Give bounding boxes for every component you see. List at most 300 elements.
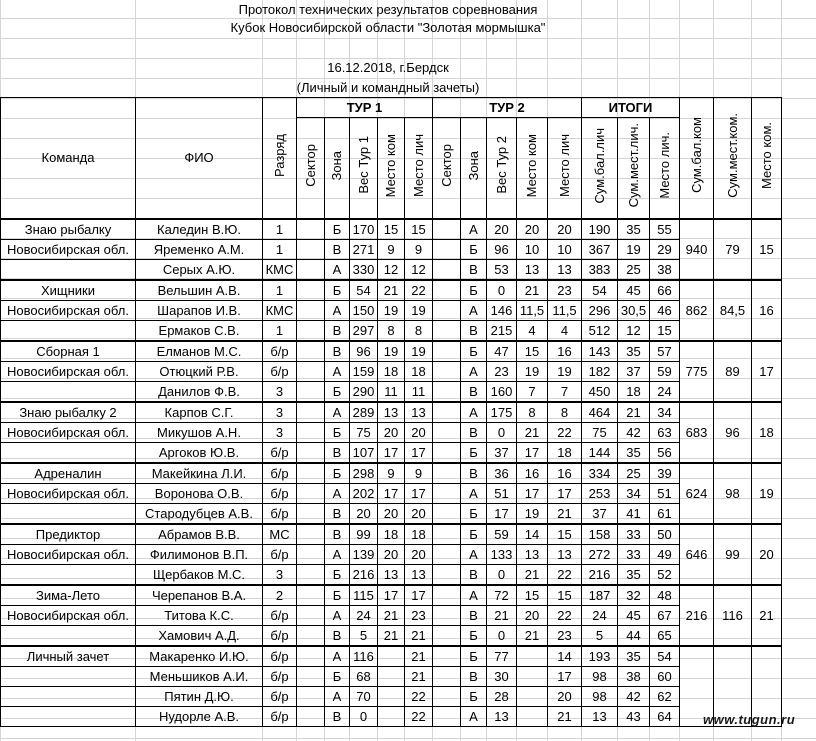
table-row	[1, 625, 782, 646]
pers-place-cell: 66	[650, 280, 680, 301]
table-row	[1, 585, 782, 606]
t2-weight-cell: 0	[487, 625, 517, 646]
rank-cell: 3	[263, 381, 297, 402]
t1-weight-cell: 0	[350, 706, 378, 726]
t2-sector-cell	[433, 524, 461, 545]
t1-weight-cell: 159	[350, 361, 378, 381]
fio-cell: Яременко А.М.	[136, 239, 263, 259]
t2-team-place-cell: 21	[517, 422, 548, 442]
t2-pers-place-cell: 7	[548, 381, 582, 402]
fio-cell: Щербаков М.С.	[136, 564, 263, 585]
t1-zone-cell: А	[325, 686, 350, 706]
rank-cell: МС	[263, 524, 297, 545]
t1-pers-place-cell: 22	[405, 706, 433, 726]
t1-zone-cell: А	[325, 402, 350, 423]
rank-cell: 3	[263, 402, 297, 423]
sum-pers-pts-cell: 98	[582, 666, 618, 686]
sum-pers-pts-cell: 187	[582, 585, 618, 606]
rank-cell: 1	[263, 320, 297, 341]
t1-team-place-cell	[378, 646, 405, 667]
t1-sector-cell	[297, 442, 325, 463]
team-sum-places-cell: 89	[714, 341, 752, 402]
t1-zone-cell: А	[325, 544, 350, 564]
t1-pers-place-cell: 19	[405, 300, 433, 320]
col-sum-pers-places: Сум.мест.лич.	[618, 118, 650, 219]
t1-zone-cell: В	[325, 341, 350, 362]
t2-zone-cell: Б	[461, 239, 487, 259]
t2-sector-cell	[433, 625, 461, 646]
t2-weight-cell: 30	[487, 666, 517, 686]
t1-zone-cell: В	[325, 239, 350, 259]
t1-team-place-cell	[378, 666, 405, 686]
team-place-cell: 21	[752, 585, 782, 646]
col-t2-pers-place: Место лич	[548, 118, 582, 219]
t1-team-place-cell: 20	[378, 503, 405, 524]
team-name-cell: Сборная 1	[1, 341, 136, 362]
sum-pers-places-cell: 35	[618, 564, 650, 585]
t1-team-place-cell: 9	[378, 239, 405, 259]
table-row	[1, 381, 782, 402]
fio-cell: Данилов Ф.В.	[136, 381, 263, 402]
t2-pers-place-cell: 22	[548, 564, 582, 585]
rank-cell: 1	[263, 280, 297, 301]
t2-sector-cell	[433, 402, 461, 423]
table-row	[1, 442, 782, 463]
pers-place-cell: 38	[650, 259, 680, 280]
team-region-cell: Новосибирская обл.	[1, 239, 136, 259]
t1-pers-place-cell: 9	[405, 463, 433, 484]
pers-place-cell: 15	[650, 320, 680, 341]
team-empty-cell	[1, 503, 136, 524]
t1-weight-cell: 115	[350, 585, 378, 606]
t2-sector-cell	[433, 341, 461, 362]
t1-zone-cell: Б	[325, 280, 350, 301]
t1-weight-cell: 24	[350, 605, 378, 625]
t1-pers-place-cell: 20	[405, 422, 433, 442]
t2-pers-place-cell: 16	[548, 463, 582, 484]
table-row	[1, 564, 782, 585]
team-sum-pts-cell: 683	[680, 402, 714, 463]
t1-pers-place-cell: 20	[405, 544, 433, 564]
sum-pers-pts-cell: 24	[582, 605, 618, 625]
sum-pers-pts-cell: 272	[582, 544, 618, 564]
t1-zone-cell: А	[325, 483, 350, 503]
t2-weight-cell: 175	[487, 402, 517, 423]
t1-team-place-cell: 17	[378, 442, 405, 463]
fio-cell: Отюцкий Р.В.	[136, 361, 263, 381]
t1-zone-cell: Б	[325, 381, 350, 402]
pers-place-cell: 60	[650, 666, 680, 686]
t1-pers-place-cell: 18	[405, 361, 433, 381]
t2-sector-cell	[433, 361, 461, 381]
fio-cell: Микушов А.Н.	[136, 422, 263, 442]
t1-weight-cell: 290	[350, 381, 378, 402]
team-place-cell: 17	[752, 341, 782, 402]
t2-sector-cell	[433, 463, 461, 484]
t1-weight-cell: 99	[350, 524, 378, 545]
col-t2-weight: Вес Тур 2	[487, 118, 517, 219]
fio-cell: Вельшин А.В.	[136, 280, 263, 301]
sum-pers-places-cell: 21	[618, 402, 650, 423]
sum-pers-places-cell: 12	[618, 320, 650, 341]
t1-sector-cell	[297, 361, 325, 381]
pers-place-cell: 54	[650, 646, 680, 667]
t1-team-place-cell: 19	[378, 341, 405, 362]
col-team: Команда	[1, 98, 136, 219]
t2-weight-cell: 59	[487, 524, 517, 545]
sum-pers-places-cell: 35	[618, 442, 650, 463]
table-row	[1, 463, 782, 484]
rank-cell: 2	[263, 585, 297, 606]
team-region-cell: Новосибирская обл.	[1, 605, 136, 625]
pers-place-cell: 50	[650, 524, 680, 545]
t2-pers-place-cell: 16	[548, 341, 582, 362]
rank-cell: 3	[263, 564, 297, 585]
pers-place-cell: 67	[650, 605, 680, 625]
pers-place-cell: 63	[650, 422, 680, 442]
t1-team-place-cell: 13	[378, 402, 405, 423]
t1-weight-cell: 289	[350, 402, 378, 423]
t1-zone-cell: В	[325, 524, 350, 545]
scoring-note: (Личный и командный зачеты)	[296, 80, 480, 95]
sum-pers-places-cell: 35	[618, 646, 650, 667]
pers-place-cell: 52	[650, 564, 680, 585]
pers-place-cell: 49	[650, 544, 680, 564]
t2-pers-place-cell: 21	[548, 706, 582, 726]
t1-pers-place-cell: 22	[405, 280, 433, 301]
t2-pers-place-cell: 8	[548, 402, 582, 423]
team-region-cell: Новосибирская обл.	[1, 483, 136, 503]
t1-sector-cell	[297, 341, 325, 362]
pers-place-cell: 55	[650, 219, 680, 240]
t2-weight-cell: 0	[487, 564, 517, 585]
t1-weight-cell: 68	[350, 666, 378, 686]
t1-weight-cell: 96	[350, 341, 378, 362]
t2-pers-place-cell: 20	[548, 219, 582, 240]
t1-team-place-cell: 21	[378, 625, 405, 646]
t2-weight-cell: 160	[487, 381, 517, 402]
t2-weight-cell: 77	[487, 646, 517, 667]
t2-pers-place-cell: 23	[548, 625, 582, 646]
t1-weight-cell: 202	[350, 483, 378, 503]
team-empty-cell	[1, 666, 136, 686]
team-sum-pts-cell: 862	[680, 280, 714, 341]
t1-zone-cell: В	[325, 625, 350, 646]
t1-team-place-cell: 8	[378, 320, 405, 341]
t2-pers-place-cell: 11,5	[548, 300, 582, 320]
t1-zone-cell: В	[325, 442, 350, 463]
t1-zone-cell: Б	[325, 463, 350, 484]
t2-zone-cell: В	[461, 259, 487, 280]
t1-weight-cell: 5	[350, 625, 378, 646]
team-sum-places-cell: 96	[714, 402, 752, 463]
sum-pers-places-cell: 43	[618, 706, 650, 726]
t2-team-place-cell: 11,5	[517, 300, 548, 320]
t1-pers-place-cell: 21	[405, 625, 433, 646]
t1-pers-place-cell: 21	[405, 666, 433, 686]
t2-team-place-cell: 7	[517, 381, 548, 402]
sum-pers-places-cell: 19	[618, 239, 650, 259]
t2-sector-cell	[433, 442, 461, 463]
fio-cell: Шарапов И.В.	[136, 300, 263, 320]
t1-weight-cell: 116	[350, 646, 378, 667]
rank-cell: 1	[263, 239, 297, 259]
col-t1-zone: Зона	[325, 118, 350, 219]
t2-sector-cell	[433, 422, 461, 442]
rank-cell: б/р	[263, 483, 297, 503]
t2-sector-cell	[433, 706, 461, 726]
t1-team-place-cell: 18	[378, 361, 405, 381]
team-sum-places-cell: 116	[714, 585, 752, 646]
t2-zone-cell: Б	[461, 686, 487, 706]
t1-weight-cell: 54	[350, 280, 378, 301]
t1-sector-cell	[297, 625, 325, 646]
col-t2-sector: Сектор	[433, 118, 461, 219]
pers-place-cell: 59	[650, 361, 680, 381]
t1-pers-place-cell: 19	[405, 341, 433, 362]
sum-pers-pts-cell: 512	[582, 320, 618, 341]
t2-team-place-cell: 13	[517, 544, 548, 564]
col-t1-weight: Вес Тур 1	[350, 118, 378, 219]
t2-zone-cell: Б	[461, 646, 487, 667]
team-sum-places-cell: 98	[714, 463, 752, 524]
t1-team-place-cell: 20	[378, 544, 405, 564]
sum-pers-places-cell: 44	[618, 625, 650, 646]
pers-place-cell: 48	[650, 585, 680, 606]
table-row	[1, 259, 782, 280]
t2-zone-cell: Б	[461, 503, 487, 524]
t2-zone-cell: А	[461, 706, 487, 726]
t2-sector-cell	[433, 666, 461, 686]
t1-sector-cell	[297, 646, 325, 667]
t2-zone-cell: А	[461, 402, 487, 423]
t2-team-place-cell: 19	[517, 503, 548, 524]
table-row	[1, 280, 782, 301]
t2-zone-cell: Б	[461, 280, 487, 301]
t2-weight-cell: 53	[487, 259, 517, 280]
results-table	[0, 97, 782, 727]
t1-team-place-cell: 11	[378, 381, 405, 402]
t1-team-place-cell: 19	[378, 300, 405, 320]
t1-sector-cell	[297, 585, 325, 606]
table-row	[1, 544, 782, 564]
t2-zone-cell: В	[461, 422, 487, 442]
sum-pers-pts-cell: 216	[582, 564, 618, 585]
t1-team-place-cell: 20	[378, 422, 405, 442]
t2-weight-cell: 13	[487, 706, 517, 726]
t1-team-place-cell: 15	[378, 219, 405, 240]
sum-pers-places-cell: 18	[618, 381, 650, 402]
t2-zone-cell: А	[461, 219, 487, 240]
sum-pers-places-cell: 42	[618, 422, 650, 442]
t2-sector-cell	[433, 686, 461, 706]
team-place-cell: 20	[752, 524, 782, 585]
rank-cell: б/р	[263, 442, 297, 463]
rank-cell: б/р	[263, 666, 297, 686]
t1-weight-cell: 20	[350, 503, 378, 524]
t2-sector-cell	[433, 544, 461, 564]
fio-cell: Стародубцев А.В.	[136, 503, 263, 524]
pers-place-cell: 62	[650, 686, 680, 706]
t1-sector-cell	[297, 422, 325, 442]
rank-cell: б/р	[263, 605, 297, 625]
t2-zone-cell: В	[461, 463, 487, 484]
team-empty-cell	[1, 442, 136, 463]
t2-pers-place-cell: 22	[548, 422, 582, 442]
team-name-cell: Адреналин	[1, 463, 136, 484]
t1-sector-cell	[297, 483, 325, 503]
t2-team-place-cell: 20	[517, 605, 548, 625]
rank-cell: б/р	[263, 706, 297, 726]
sum-pers-pts-cell: 75	[582, 422, 618, 442]
sum-pers-places-cell: 42	[618, 686, 650, 706]
team-sum-pts-cell: 624	[680, 463, 714, 524]
table-row	[1, 300, 782, 320]
t1-pers-place-cell: 11	[405, 381, 433, 402]
rank-cell: КМС	[263, 300, 297, 320]
team-region-cell: Новосибирская обл.	[1, 422, 136, 442]
t1-pers-place-cell: 12	[405, 259, 433, 280]
t2-pers-place-cell: 17	[548, 666, 582, 686]
t2-team-place-cell: 8	[517, 402, 548, 423]
fio-cell: Серых А.Ю.	[136, 259, 263, 280]
team-place-cell: 18	[752, 402, 782, 463]
team-empty-cell	[1, 259, 136, 280]
pers-place-cell: 57	[650, 341, 680, 362]
pers-place-cell: 46	[650, 300, 680, 320]
team-sum-pts-cell: 775	[680, 341, 714, 402]
sum-pers-pts-cell: 190	[582, 219, 618, 240]
t2-team-place-cell	[517, 686, 548, 706]
col-rank: Разряд	[263, 98, 297, 219]
team-sum-places-cell: 79	[714, 219, 752, 280]
col-fio: ФИО	[136, 98, 263, 219]
t1-pers-place-cell: 13	[405, 564, 433, 585]
sum-pers-places-cell: 30,5	[618, 300, 650, 320]
fio-cell: Карпов С.Г.	[136, 402, 263, 423]
t2-team-place-cell: 17	[517, 483, 548, 503]
t2-zone-cell: А	[461, 544, 487, 564]
t1-team-place-cell: 13	[378, 564, 405, 585]
t2-weight-cell: 23	[487, 361, 517, 381]
t2-pers-place-cell: 14	[548, 646, 582, 667]
team-sum-pts-cell: 940	[680, 219, 714, 280]
sum-pers-pts-cell: 464	[582, 402, 618, 423]
t1-pers-place-cell: 17	[405, 483, 433, 503]
team-region-cell: Новосибирская обл.	[1, 361, 136, 381]
t2-weight-cell: 51	[487, 483, 517, 503]
t2-sector-cell	[433, 320, 461, 341]
team-name-cell: Личный зачет	[1, 646, 136, 667]
team-sum-pts-cell: 646	[680, 524, 714, 585]
t2-sector-cell	[433, 646, 461, 667]
date-place: 16.12.2018, г.Бердск	[327, 60, 449, 75]
t2-team-place-cell: 17	[517, 442, 548, 463]
col-t2-zone: Зона	[461, 118, 487, 219]
t1-team-place-cell: 12	[378, 259, 405, 280]
sum-pers-places-cell: 34	[618, 483, 650, 503]
pers-place-cell: 34	[650, 402, 680, 423]
t1-sector-cell	[297, 300, 325, 320]
sum-pers-pts-cell: 37	[582, 503, 618, 524]
pers-place-cell: 29	[650, 239, 680, 259]
t2-pers-place-cell: 13	[548, 544, 582, 564]
t1-weight-cell: 170	[350, 219, 378, 240]
t1-team-place-cell	[378, 686, 405, 706]
table-row	[1, 239, 782, 259]
tour2-header: ТУР 2	[433, 98, 582, 118]
team-empty-cell	[1, 320, 136, 341]
rank-cell: б/р	[263, 646, 297, 667]
t2-team-place-cell: 15	[517, 585, 548, 606]
t1-weight-cell: 298	[350, 463, 378, 484]
pers-place-cell: 65	[650, 625, 680, 646]
rank-cell: б/р	[263, 341, 297, 362]
team-sum-places-cell: 84,5	[714, 280, 752, 341]
t2-sector-cell	[433, 605, 461, 625]
t1-pers-place-cell: 17	[405, 585, 433, 606]
table-row	[1, 605, 782, 625]
t1-weight-cell: 216	[350, 564, 378, 585]
pers-place-cell: 61	[650, 503, 680, 524]
t1-zone-cell: Б	[325, 219, 350, 240]
t2-sector-cell	[433, 300, 461, 320]
t2-zone-cell: Б	[461, 442, 487, 463]
t1-weight-cell: 330	[350, 259, 378, 280]
rank-cell: б/р	[263, 686, 297, 706]
t2-zone-cell: В	[461, 605, 487, 625]
t2-team-place-cell: 4	[517, 320, 548, 341]
t1-zone-cell: Б	[325, 564, 350, 585]
t2-zone-cell: А	[461, 585, 487, 606]
team-place-cell: 19	[752, 463, 782, 524]
t2-zone-cell: В	[461, 564, 487, 585]
t1-sector-cell	[297, 381, 325, 402]
t1-pers-place-cell: 13	[405, 402, 433, 423]
sum-pers-pts-cell: 5	[582, 625, 618, 646]
pers-place-cell: 64	[650, 706, 680, 726]
t2-team-place-cell: 21	[517, 625, 548, 646]
t2-pers-place-cell: 20	[548, 686, 582, 706]
sum-pers-places-cell: 32	[618, 585, 650, 606]
t2-sector-cell	[433, 239, 461, 259]
t1-pers-place-cell: 8	[405, 320, 433, 341]
t1-zone-cell: В	[325, 503, 350, 524]
t2-pers-place-cell: 23	[548, 280, 582, 301]
fio-cell: Пятин Д.Ю.	[136, 686, 263, 706]
table-row	[1, 686, 782, 706]
t1-weight-cell: 297	[350, 320, 378, 341]
team-region-cell: Новосибирская обл.	[1, 300, 136, 320]
cup-title: Кубок Новосибирской области "Золотая мормышка"	[230, 20, 546, 35]
table-row	[1, 422, 782, 442]
t2-weight-cell: 28	[487, 686, 517, 706]
team-region-cell: Новосибирская обл.	[1, 544, 136, 564]
table-row	[1, 402, 782, 423]
col-sum-team-places: Сум.мест.ком.	[714, 98, 752, 219]
t1-zone-cell: А	[325, 300, 350, 320]
fio-cell: Титова К.С.	[136, 605, 263, 625]
t1-sector-cell	[297, 524, 325, 545]
team-name-cell: Зима-Лето	[1, 585, 136, 606]
t2-zone-cell: Б	[461, 625, 487, 646]
t1-sector-cell	[297, 706, 325, 726]
sum-pers-pts-cell: 158	[582, 524, 618, 545]
t2-sector-cell	[433, 259, 461, 280]
table-row	[1, 646, 782, 667]
t1-sector-cell	[297, 564, 325, 585]
t2-sector-cell	[433, 503, 461, 524]
